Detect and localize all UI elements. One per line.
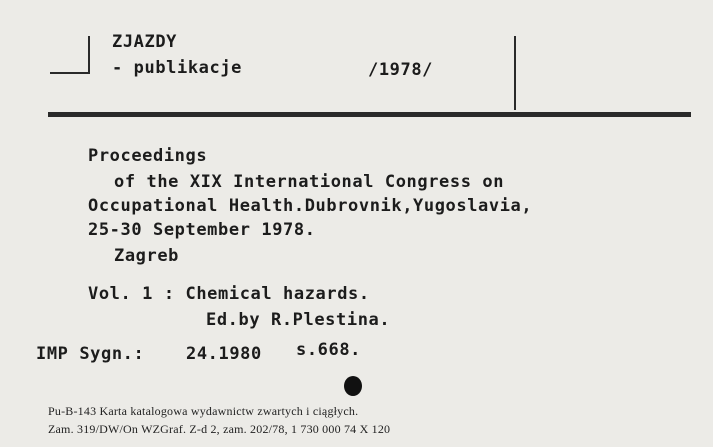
signature-pages: s.668. (296, 340, 362, 360)
signature-value: 24.1980 (186, 344, 262, 364)
header-subcategory: - publikacje (112, 58, 243, 78)
volume-line: Vol. 1 : Chemical hazards. (88, 284, 370, 304)
corner-mark-vertical (88, 36, 90, 74)
title-line-4: 25-30 September 1978. (88, 220, 316, 240)
title-line-2: of the XIX International Congress on (114, 172, 505, 192)
footer-line-1: Pu-B-143 Karta katalogowa wydawnictw zwartych i ciągłych. (48, 404, 359, 418)
title-line-5: Zagreb (114, 246, 180, 266)
corner-mark-horizontal (50, 72, 88, 74)
header-category: ZJAZDY (112, 32, 178, 52)
header-rule (48, 112, 691, 117)
title-line-3: Occupational Health.Dubrovnik,Yugoslavia, (88, 196, 533, 216)
header-year: /1978/ (368, 60, 434, 80)
title-line-1: Proceedings (88, 146, 208, 166)
punch-hole (344, 376, 362, 396)
signature-label: IMP Sygn.: (36, 344, 145, 364)
editor-line: Ed.by R.Plestina. (206, 310, 391, 330)
footer-line-2: Zam. 319/DW/On WZGraf. Z-d 2, zam. 202/78, 1 730 000 74 X 120 (48, 422, 391, 436)
header-divider (514, 36, 516, 110)
